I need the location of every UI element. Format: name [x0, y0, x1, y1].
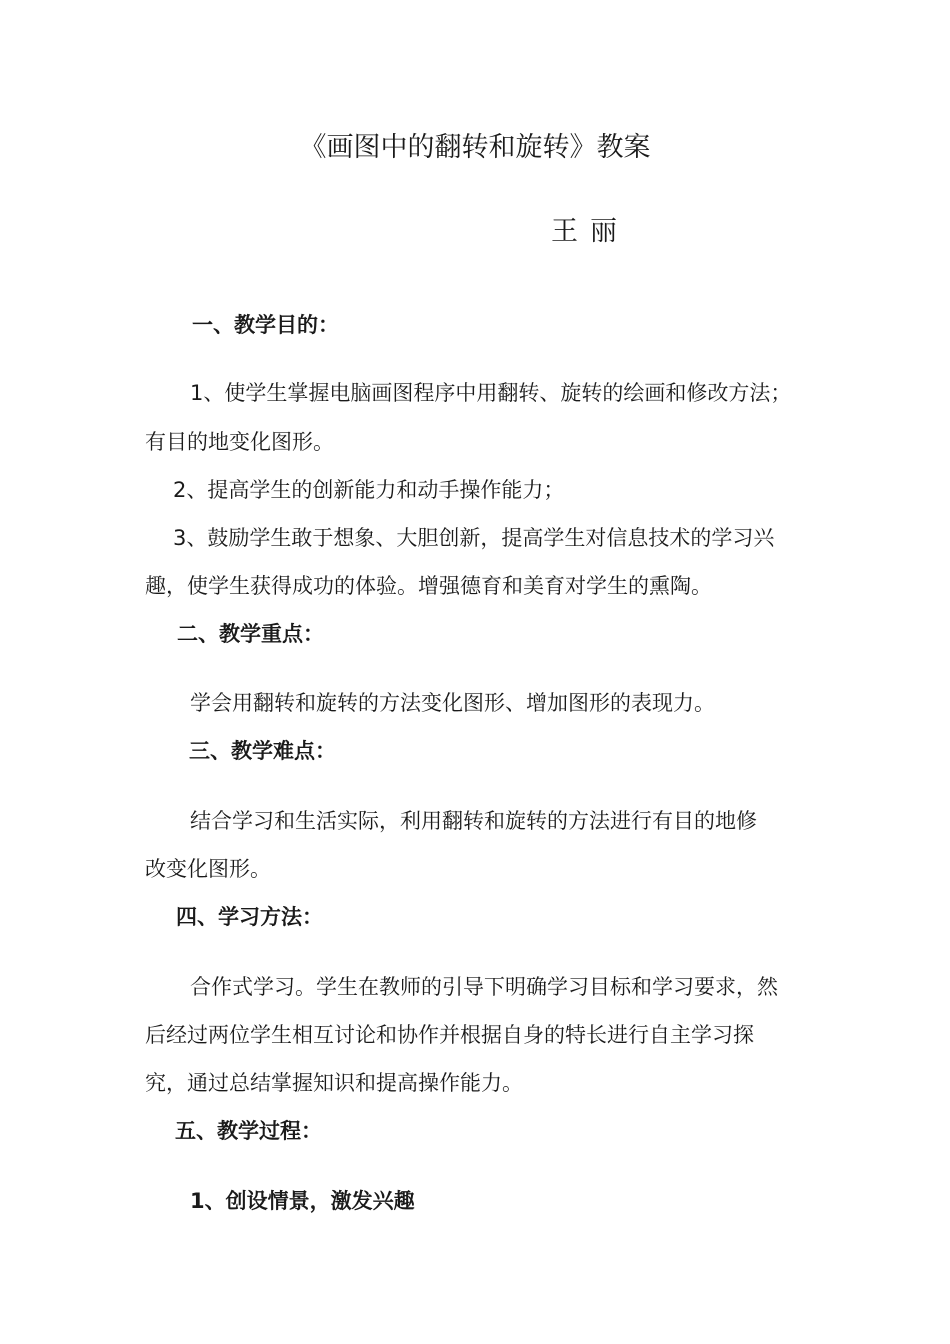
method-line-2: 后经过两位学生相互讨论和协作并根据自身的特长进行自主学习探 — [145, 1023, 754, 1047]
objective-item-1: 1、使学生掌握电脑画图程序中用翻转、旋转的绘画和修改方法； — [190, 381, 792, 405]
difficulties-line-2: 改变化图形。 — [145, 857, 271, 881]
method-line-1: 合作式学习。学生在教师的引导下明确学习目标和学习要求，然 — [190, 975, 778, 999]
process-step-1: 1、创设情景，激发兴趣 — [190, 1189, 415, 1213]
section-heading-difficulties: 三、教学难点： — [189, 739, 336, 763]
objective-item-2: 2、提高学生的创新能力和动手操作能力； — [173, 478, 565, 502]
section-heading-objectives: 一、教学目的： — [192, 313, 339, 337]
key-points-text: 学会用翻转和旋转的方法变化图形、增加图形的表现力。 — [190, 691, 715, 715]
method-line-3: 究，通过总结掌握知识和提高操作能力。 — [145, 1071, 523, 1095]
document-title: 《画图中的翻转和旋转》教案 — [299, 132, 651, 163]
objective-item-3-continued: 趣，使学生获得成功的体验。增强德育和美育对学生的熏陶。 — [145, 574, 712, 598]
difficulties-line-1: 结合学习和生活实际，利用翻转和旋转的方法进行有目的地修 — [190, 809, 757, 833]
objective-item-3: 3、鼓励学生敢于想象、大胆创新，提高学生对信息技术的学习兴 — [173, 526, 775, 550]
section-heading-key-points: 二、教学重点： — [177, 622, 324, 646]
section-heading-process: 五、教学过程： — [175, 1119, 322, 1143]
section-heading-method: 四、学习方法： — [176, 905, 323, 929]
document-author: 王丽 — [551, 216, 629, 247]
objective-item-1-continued: 有目的地变化图形。 — [145, 430, 334, 454]
